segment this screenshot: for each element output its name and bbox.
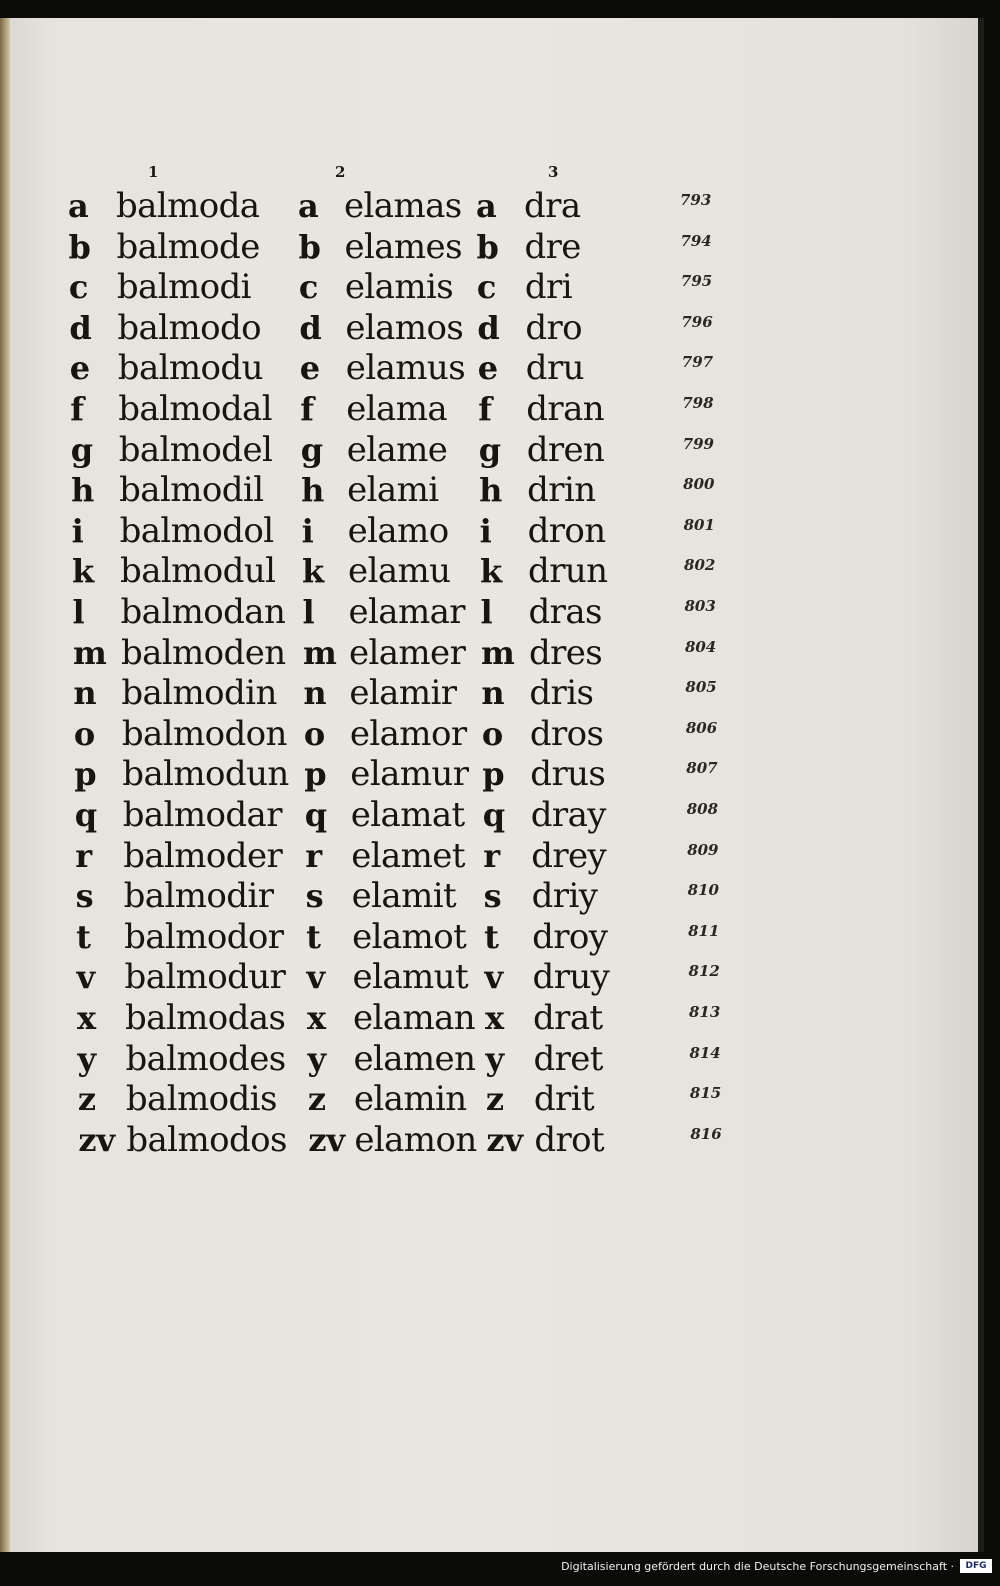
word-col1: balmodar (122, 795, 282, 835)
word-col1: balmodor (124, 916, 284, 957)
row-number: 794 (680, 231, 712, 250)
word-col2: elamin (353, 1079, 467, 1120)
word-col2: elamas (344, 186, 462, 226)
word-col1: balmodi (116, 267, 251, 308)
row-number: 809 (687, 840, 719, 859)
word-col1: balmodas (125, 998, 286, 1038)
word-col2: elamen (353, 1038, 476, 1079)
row-letter-col1: x (77, 999, 97, 1037)
row-letter-col3: z (485, 1080, 505, 1119)
word-col2: elamus (345, 348, 466, 389)
word-col1: balmodul (120, 551, 276, 592)
word-col3: dran (526, 389, 605, 429)
row-letter-col2: q (304, 796, 328, 834)
row-letter-col3: l (480, 593, 493, 631)
row-number: 804 (684, 637, 717, 656)
row-letter-col3: s (483, 877, 502, 916)
word-col3: dre (524, 226, 581, 267)
row-letter-col1: h (71, 471, 95, 510)
row-letter-col1: b (68, 227, 91, 266)
word-col1: balmodos (126, 1119, 287, 1160)
row-number: 803 (684, 597, 716, 615)
row-letter-col2: b (298, 227, 321, 266)
row-letter-col2: a (298, 187, 319, 225)
row-letter-col2: d (299, 308, 322, 347)
row-letter-col2: k (302, 552, 325, 591)
word-col2: elamos (345, 307, 464, 348)
word-col1: balmodun (122, 754, 289, 795)
table-row (0, 470, 978, 511)
table-row (0, 714, 978, 755)
word-col3: dron (527, 510, 606, 551)
dfg-logo: DFG (960, 1559, 992, 1573)
row-letter-col1: k (72, 552, 95, 591)
row-letter-col1: y (77, 1039, 97, 1078)
row-letter-col2: zv (308, 1120, 346, 1159)
word-col2: elamet (351, 835, 465, 876)
table-row (0, 267, 978, 308)
row-letter-col1: z (77, 1080, 97, 1119)
row-number: 798 (682, 394, 714, 412)
row-letter-col2: v (306, 958, 326, 997)
word-col1: balmodo (117, 307, 261, 348)
row-number: 808 (686, 800, 719, 818)
row-number: 811 (688, 921, 720, 940)
row-number: 813 (689, 1003, 721, 1021)
row-letter-col1: c (68, 268, 89, 307)
row-letter-col3: f (478, 390, 493, 428)
word-col2: elaman (353, 998, 476, 1038)
row-number: 806 (685, 718, 718, 737)
table-row (0, 633, 978, 674)
row-number: 795 (680, 272, 713, 291)
row-letter-col1: o (73, 714, 96, 753)
row-letter-col2: p (304, 755, 327, 794)
word-col1: balmodin (121, 673, 277, 714)
row-letter-col3: a (476, 187, 497, 225)
row-letter-col3: d (477, 308, 500, 347)
word-col1: balmoder (123, 835, 283, 876)
word-col2: elamat (350, 795, 465, 835)
row-letter-col1: p (74, 755, 97, 794)
row-number: 796 (681, 312, 713, 331)
row-number: 802 (684, 556, 716, 575)
row-number: 800 (683, 475, 715, 494)
word-col3: dros (529, 713, 604, 754)
word-col2: elamu (348, 551, 451, 592)
word-col2: elamot (352, 916, 467, 957)
word-col3: dra (524, 186, 581, 226)
column-number-1: 1 (148, 163, 159, 181)
word-col3: dren (526, 429, 605, 470)
word-col3: dro (525, 307, 583, 348)
word-col1: balmodal (118, 389, 272, 429)
row-letter-col2: t (306, 917, 321, 956)
table-row (0, 795, 978, 836)
row-letter-col1: g (70, 430, 94, 469)
row-letter-col2: x (307, 999, 327, 1037)
row-letter-col1: q (74, 796, 98, 834)
row-letter-col3: t (484, 917, 499, 956)
book-page (0, 18, 984, 1552)
row-letter-col3: k (480, 552, 503, 591)
row-letter-col1: i (71, 511, 84, 550)
word-col1: balmodir (123, 876, 274, 917)
row-letter-col1: f (70, 390, 85, 428)
row-letter-col2: z (307, 1080, 327, 1119)
table-row (0, 430, 978, 471)
row-letter-col2: r (305, 836, 323, 875)
word-col3: drot (534, 1119, 605, 1160)
word-col1: balmodan (120, 592, 286, 632)
word-col3: dret (533, 1038, 603, 1079)
row-number: 801 (683, 515, 715, 534)
row-letter-col3: b (476, 227, 499, 266)
table-row (0, 917, 978, 958)
word-col2: elamit (351, 876, 457, 917)
row-letter-col2: y (307, 1039, 327, 1078)
word-col2: elamur (350, 754, 469, 795)
word-col3: dray (530, 795, 606, 835)
row-letter-col2: h (301, 471, 325, 510)
table-row (0, 836, 978, 877)
word-col3: dras (528, 592, 602, 632)
word-col2: elami (347, 470, 439, 511)
table-row (0, 998, 978, 1039)
word-col2: elamer (348, 632, 466, 673)
word-col1: balmodes (125, 1038, 286, 1079)
row-letter-col1: m (72, 633, 107, 672)
word-col2: elames (344, 226, 462, 267)
row-letter-col3: g (478, 430, 502, 469)
row-letter-col1: t (76, 917, 91, 956)
row-letter-col1: n (73, 674, 97, 713)
row-letter-col1: d (69, 308, 92, 347)
table-row (0, 592, 978, 633)
word-col3: drin (527, 470, 596, 511)
row-letter-col2: s (305, 877, 324, 916)
word-col3: driy (531, 876, 598, 917)
table-row (0, 1079, 978, 1120)
row-letter-col3: e (477, 349, 499, 388)
word-col1: balmoden (120, 632, 286, 673)
word-col2: elamir (349, 673, 457, 714)
row-letter-col3: r (483, 836, 501, 875)
word-col2: elama (346, 389, 448, 429)
word-col1: balmode (116, 226, 260, 267)
row-letter-col2: g (300, 430, 324, 469)
row-letter-col2: e (299, 349, 321, 388)
word-col2: elamut (352, 957, 469, 998)
row-number: 799 (682, 434, 714, 453)
table-row (0, 227, 978, 268)
row-letter-col3: n (481, 674, 505, 713)
word-col3: dru (525, 348, 584, 389)
table-row (0, 754, 978, 795)
row-letter-col2: f (300, 390, 315, 428)
word-col2: elamor (349, 713, 467, 754)
table-row (0, 308, 978, 349)
word-col2: elamis (344, 267, 454, 308)
word-col3: drus (530, 754, 606, 795)
row-number: 814 (689, 1043, 721, 1062)
word-col2: elamo (347, 510, 449, 551)
funding-credit: Digitalisierung gefördert durch die Deutsche Forschungsgemeinschaft · (561, 1560, 954, 1573)
word-col3: droy (532, 916, 608, 957)
row-letter-col1: v (76, 958, 96, 997)
row-letter-col1: r (75, 836, 93, 875)
row-letter-col1: l (72, 593, 85, 631)
word-col1: balmodil (119, 470, 264, 511)
row-letter-col1: a (68, 187, 89, 225)
word-col2: elamar (348, 592, 465, 632)
row-letter-col1: e (69, 349, 91, 388)
table-row (0, 673, 978, 714)
row-letter-col2: i (301, 511, 314, 550)
row-letter-col3: h (479, 471, 503, 510)
word-col3: druy (532, 957, 610, 998)
row-letter-col2: l (302, 593, 315, 631)
row-letter-col3: v (484, 958, 504, 997)
row-letter-col3: m (480, 633, 515, 672)
table-row (0, 186, 978, 227)
row-letter-col2: c (298, 268, 319, 307)
word-col3: drey (531, 835, 607, 876)
column-number-3: 3 (548, 163, 559, 181)
word-col1: balmodur (124, 957, 286, 998)
word-col3: drit (533, 1079, 595, 1120)
row-number: 815 (689, 1084, 722, 1103)
row-letter-col3: c (476, 268, 497, 307)
word-col3: dris (529, 673, 594, 714)
row-letter-col1: zv (78, 1120, 116, 1159)
word-col3: drun (528, 551, 608, 592)
word-col1: balmodol (119, 510, 274, 551)
row-number: 797 (681, 353, 714, 372)
table-row (0, 389, 978, 430)
row-letter-col3: y (485, 1039, 505, 1078)
column-number-2: 2 (335, 163, 346, 181)
table-row (0, 1120, 978, 1161)
row-letter-col3: o (481, 714, 504, 753)
row-number: 812 (688, 962, 720, 981)
row-number: 807 (686, 759, 718, 778)
row-letter-col3: x (485, 999, 505, 1037)
row-letter-col2: n (303, 674, 327, 713)
row-letter-col2: m (302, 633, 337, 672)
row-letter-col3: i (479, 511, 492, 550)
word-col3: dres (528, 632, 603, 673)
word-col2: elame (346, 429, 448, 470)
table-row (0, 1039, 978, 1080)
row-number: 793 (680, 191, 712, 209)
table-row (0, 511, 978, 552)
word-col3: dri (524, 267, 572, 308)
row-letter-col1: s (75, 877, 94, 916)
word-col1: balmodel (118, 429, 273, 470)
row-letter-col3: zv (486, 1120, 524, 1159)
word-col1: balmodu (117, 348, 263, 389)
row-number: 816 (690, 1124, 722, 1143)
table-row (0, 957, 978, 998)
word-col1: balmodon (121, 713, 287, 754)
word-col2: elamon (354, 1119, 477, 1160)
row-number: 805 (685, 678, 717, 697)
table-row (0, 551, 978, 592)
word-col3: drat (533, 998, 603, 1038)
row-letter-col2: o (303, 714, 326, 753)
row-letter-col3: q (482, 796, 506, 834)
table-row (0, 876, 978, 917)
word-col1: balmodis (125, 1079, 277, 1120)
row-number: 810 (687, 881, 719, 900)
row-letter-col3: p (482, 755, 505, 794)
table-row (0, 348, 978, 389)
word-col1: balmoda (116, 186, 260, 226)
